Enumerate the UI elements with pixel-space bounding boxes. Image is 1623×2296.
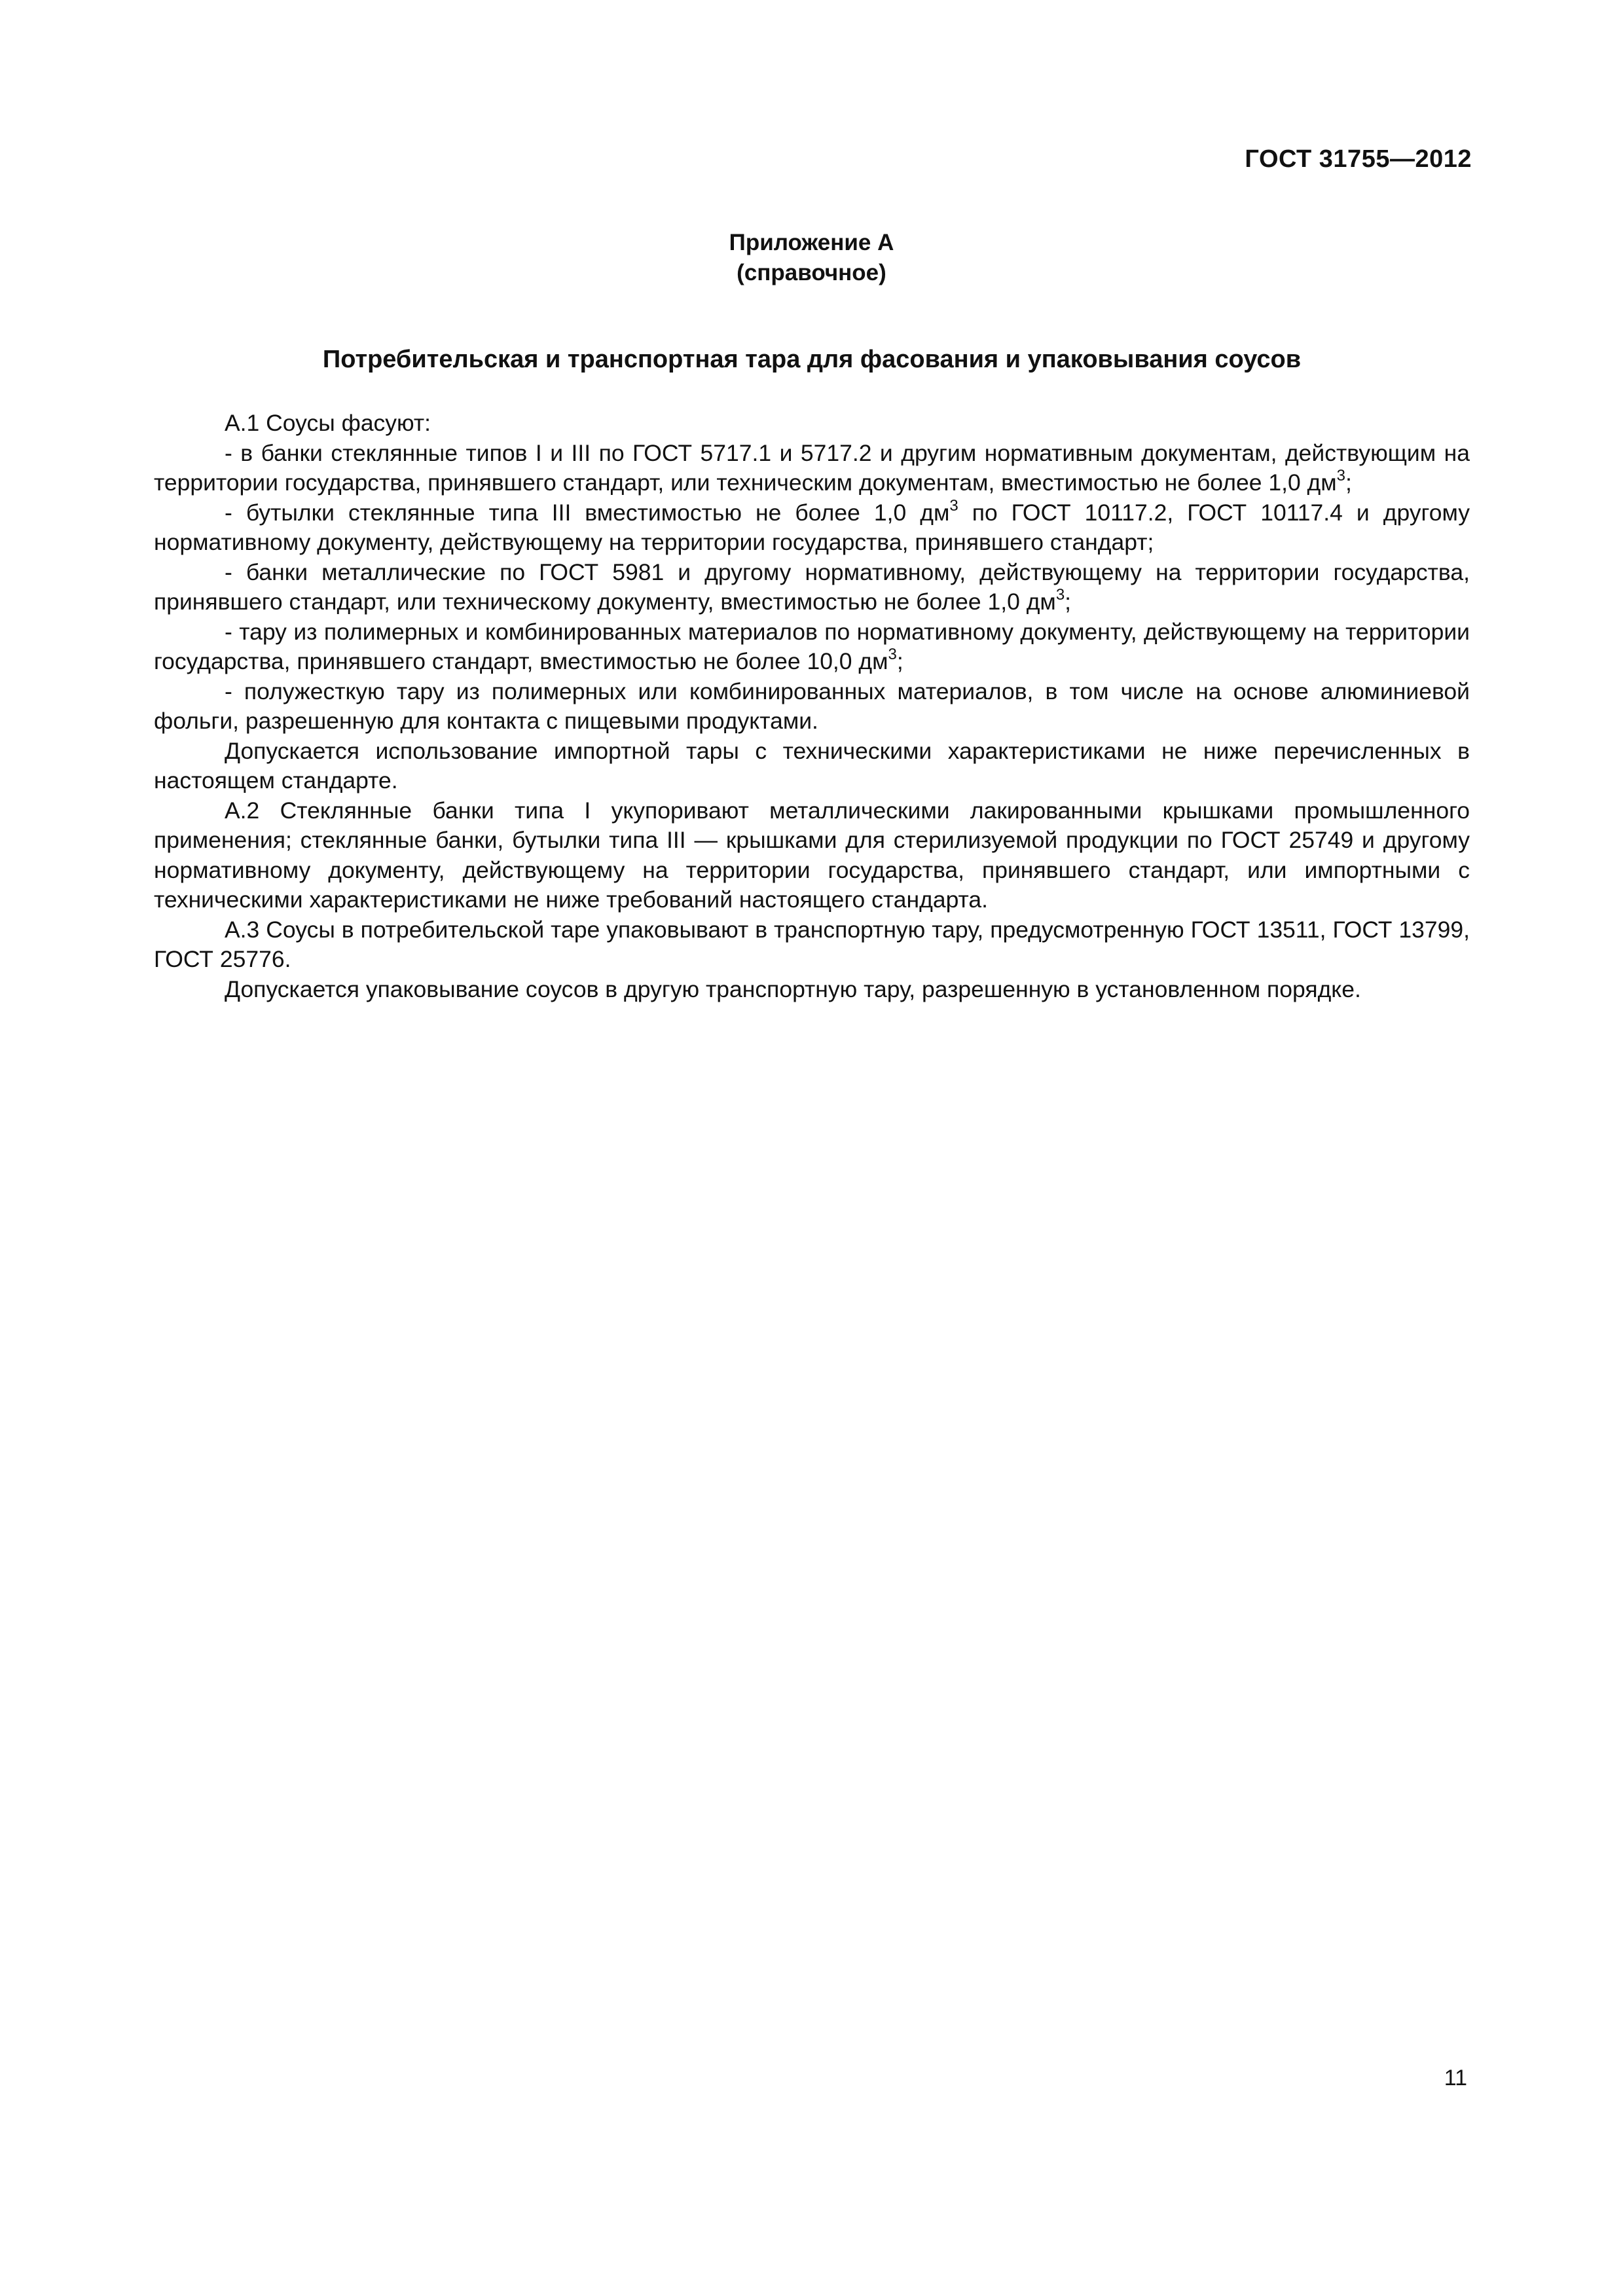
appendix-label: Приложение А <box>729 230 894 255</box>
paragraph: Допускается использование импортной тары с техническими характеристиками не ниже перечисленных в настоящем стандарте. <box>154 737 1470 793</box>
paragraph-text: по ГОСТ 10117.2, ГОСТ 10117.4 и другому нормативному документу, действующему на территории государства, принявшего стандарт; <box>154 499 1470 555</box>
paragraph-text: - банки металлические по ГОСТ 5981 и другому нормативному, действующему на территории государства, принявшего стандарт, или техническому документу, вместимостью не более 1,0 дм <box>154 558 1470 615</box>
paragraph-text: ; <box>1065 589 1072 615</box>
document-body <box>154 409 1470 1004</box>
paragraph <box>154 617 1470 677</box>
appendix-title: Потребительская и транспортная тара для фасования и упаковывания соусов <box>322 346 1302 373</box>
superscript: 3 <box>888 646 897 664</box>
document-code: ГОСТ 31755—2012 <box>1245 145 1472 173</box>
paragraph-text: ; <box>896 648 903 674</box>
page-number: 11 <box>1444 2066 1467 2090</box>
superscript: 3 <box>949 496 958 515</box>
paragraph: А.3 Соусы в потребительской таре упаковывают в транспортную тару, предусмотренную ГОСТ 13511, ГОСТ 13799, ГОСТ 25776. <box>154 916 1470 972</box>
paragraph <box>154 498 1470 558</box>
appendix-type: (справочное) <box>737 260 886 285</box>
paragraph <box>154 558 1470 617</box>
superscript: 3 <box>1336 467 1346 485</box>
paragraph-text: - тару из полимерных и комбинированных материалов по нормативному документу, действующему на территории государства, принявшего стандарт, вместимостью не более 10,0 дм <box>154 618 1470 674</box>
superscript: 3 <box>1055 586 1065 604</box>
appendix-heading <box>0 228 1623 288</box>
paragraph-text: ; <box>1345 469 1352 496</box>
paragraph-text: - в банки стеклянные типов I и III по ГОСТ 5717.1 и 5717.2 и другим нормативным документам, действующим на территории государства, принявшего стандарт, или техническим документам, вместимостью не более 1,0 дм <box>154 439 1470 496</box>
paragraph: А.1 Соусы фасуют: <box>225 410 431 436</box>
paragraph: - полужесткую тару из полимерных или комбинированных материалов, в том числе на основе алюминиевой фольги, разрешенную для контакта с пищевыми продуктами. <box>154 678 1470 734</box>
paragraph: А.2 Стеклянные банки типа I укупоривают металлическими лакированными крышками промышленного применения; стеклянные банки, бутылки типа III — крышками для стерилизуемой продукции по ГОСТ 25749 и другому нормативному документу, действующему на территории государства, принявшего стандарт, или импортными с техническими характеристиками не ниже требований настоящего стандарта. <box>154 797 1470 913</box>
paragraph-text: - бутылки стеклянные типа III вместимостью не более 1,0 дм <box>225 499 950 526</box>
paragraph: Допускается упаковывание соусов в другую транспортную тару, разрешенную в установленном порядке. <box>225 975 1361 1002</box>
paragraph <box>154 439 1470 498</box>
